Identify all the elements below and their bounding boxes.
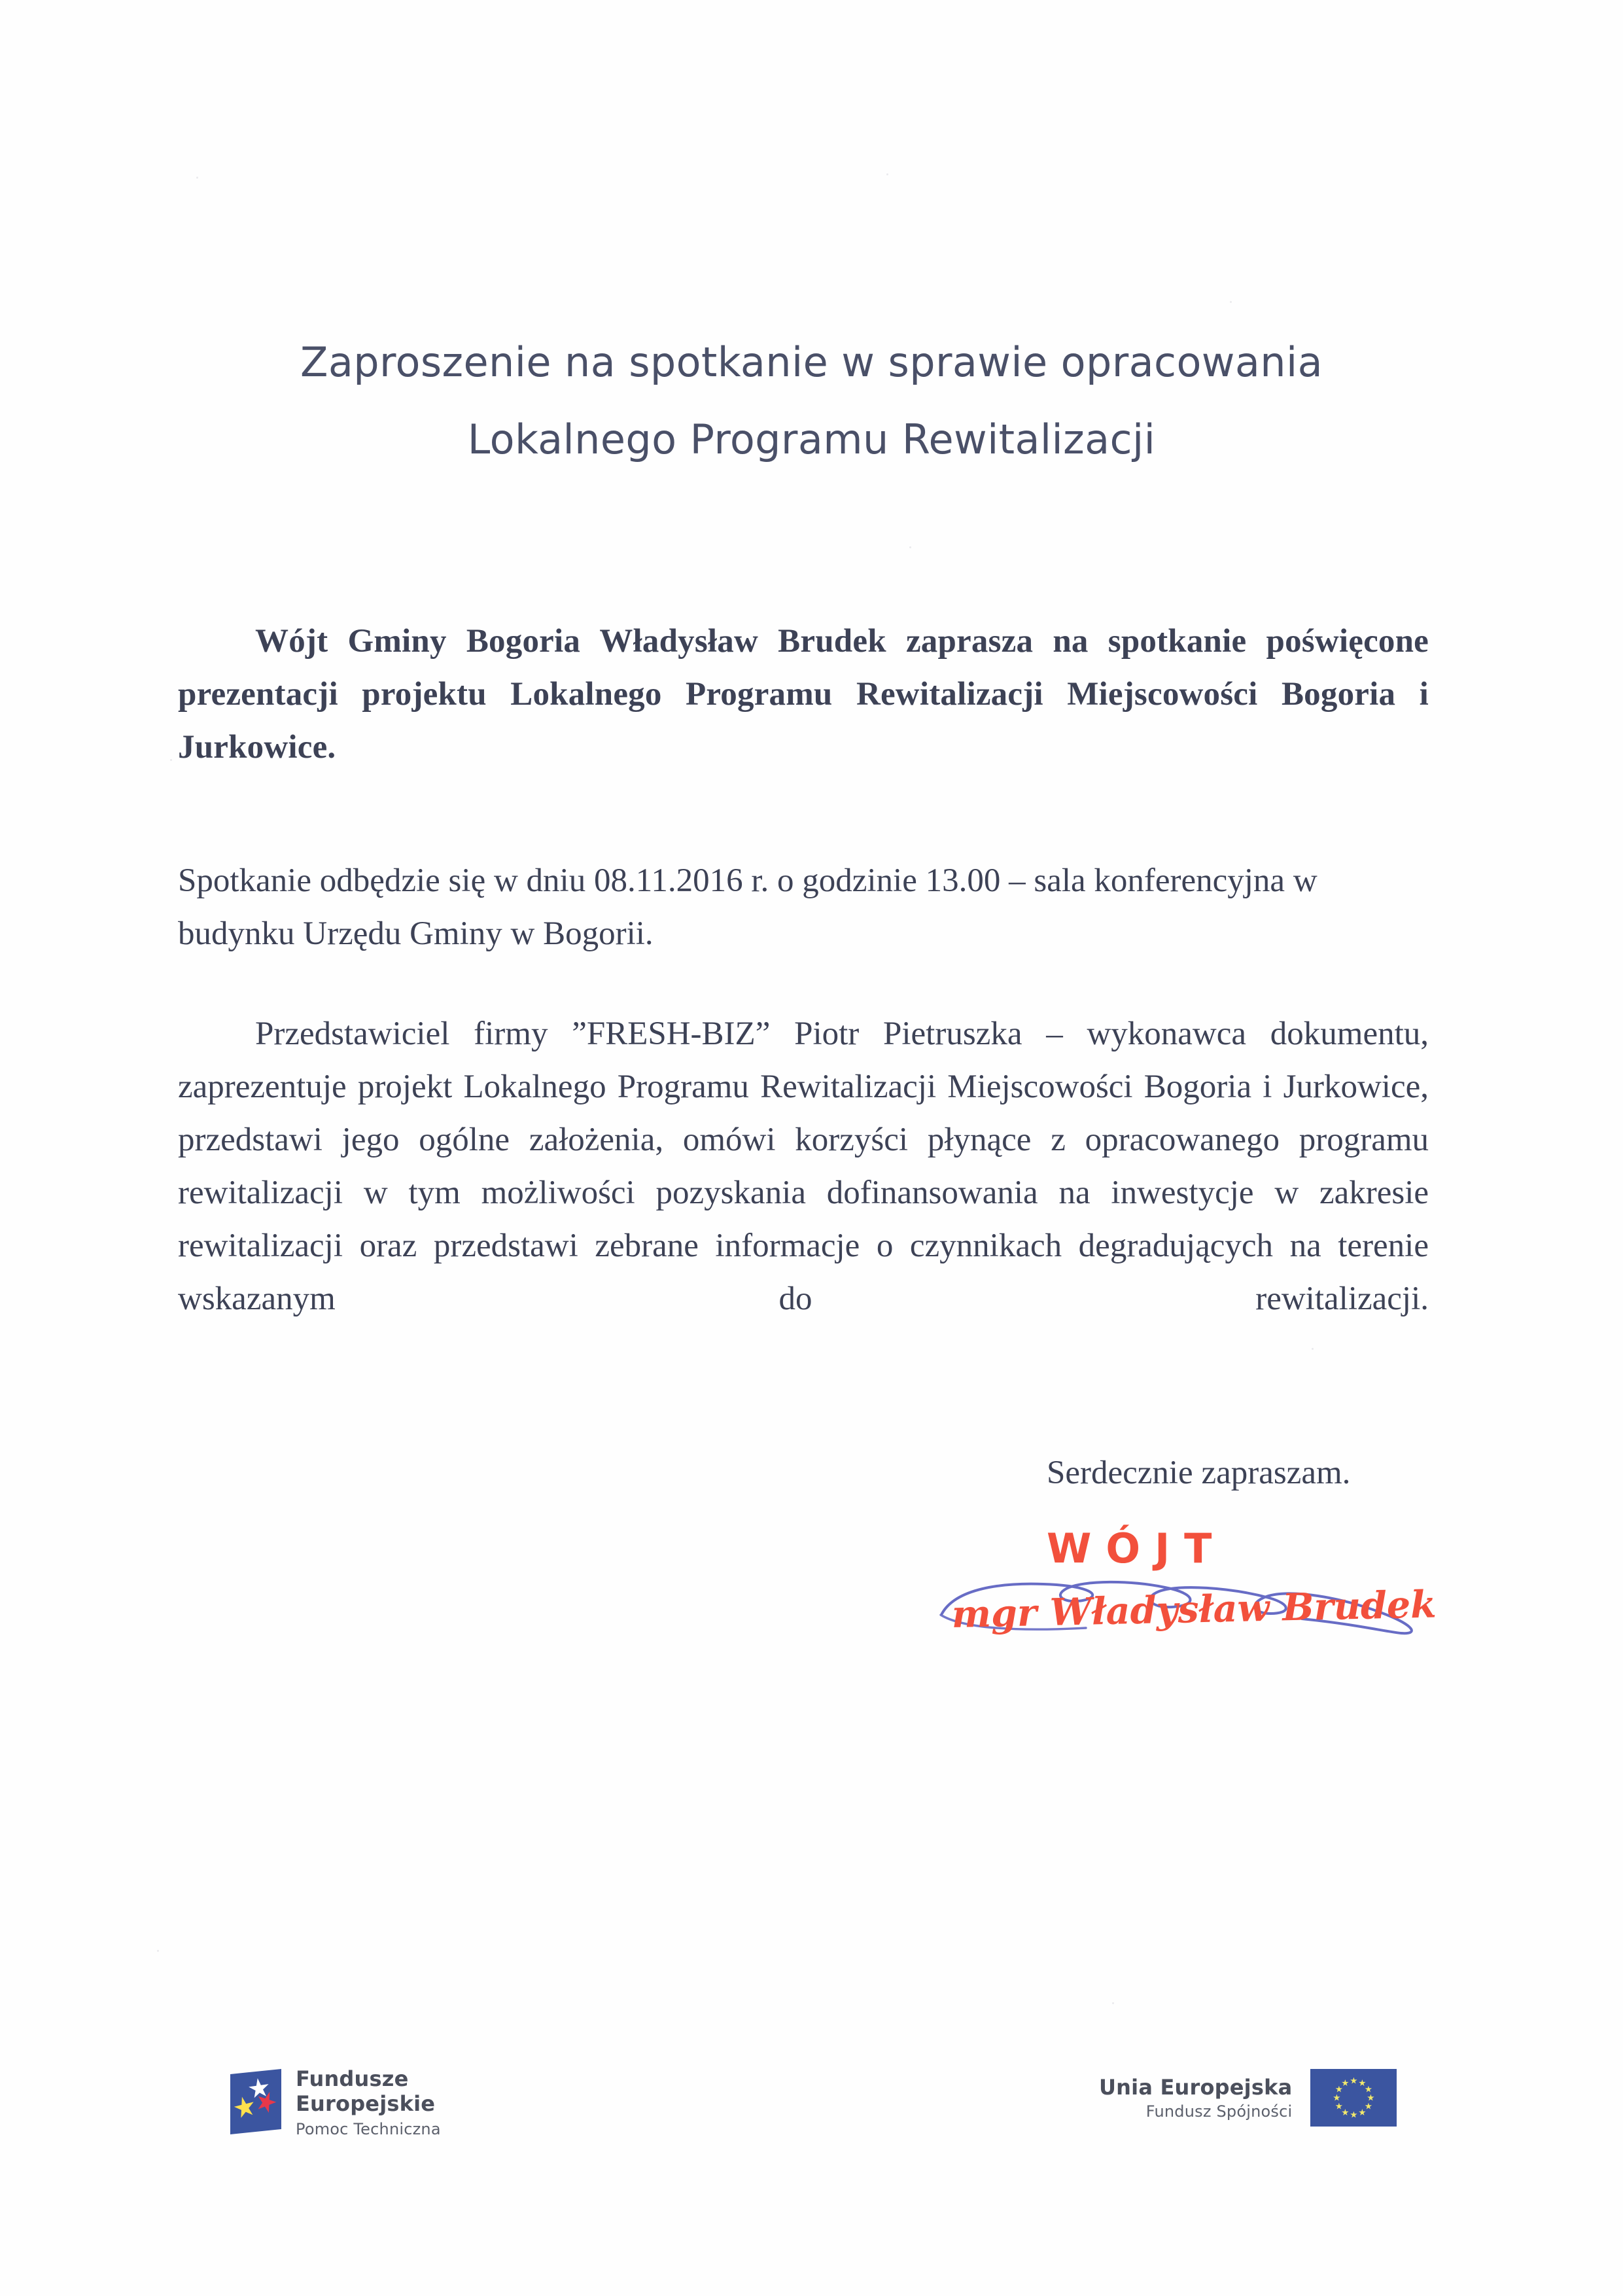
scan-speck <box>909 546 911 548</box>
letter-body <box>178 615 1429 1379</box>
scan-speck <box>196 177 198 179</box>
eu-star-icon <box>1335 2086 1342 2093</box>
fundusze-europejskie-text <box>296 2066 441 2137</box>
eu-flag-icon <box>1310 2069 1397 2127</box>
eu-star-icon <box>1342 2109 1349 2116</box>
scan-speck <box>1230 301 1232 303</box>
eu-star-icon <box>1359 2109 1366 2116</box>
eu-star-icon <box>1350 2077 1357 2085</box>
scan-speck <box>1112 2002 1114 2004</box>
main-paragraph: Przedstawiciel firmy ”FRESH-BIZ” Piotr Pietruszka – wykonawca dokumentu, zaprezentuje projekt Lokalnego Programu Rewitalizacji Miejscowości Bogoria i Jurkowice, przedstawi jego ogólne założenia, omówi korzyści płynące z opracowanego programu rewitalizacji w tym możliwości pozyskania dofinansowania na inwestycje w zakresie rewitalizacji oraz przedstawi zebrane informacje o czynnikach degradujących na terenie wskazanym do rewitalizacji. <box>178 1016 1429 1317</box>
footer-logos <box>0 2055 1623 2199</box>
page-title <box>0 324 1623 478</box>
fe-title-line-2: Europejskie <box>296 2091 436 2116</box>
eu-star-icon <box>1365 2086 1372 2093</box>
eu-star-icon <box>1350 2111 1357 2119</box>
fundusze-europejskie-flag-icon <box>230 2069 281 2134</box>
stamp-office-label: WÓJT <box>1047 1525 1227 1572</box>
scan-speck <box>157 1950 159 1952</box>
eu-star-icon <box>1359 2079 1366 2087</box>
eu-star-icon <box>1333 2094 1340 2102</box>
unia-europejska-logo <box>1099 2069 1397 2127</box>
eu-star-icon <box>1335 2103 1342 2110</box>
eu-star-icon <box>1367 2094 1374 2102</box>
fundusze-europejskie-logo <box>230 2066 441 2137</box>
unia-europejska-subtitle: Fundusz Spójności <box>1145 2102 1293 2121</box>
paragraph-spacer <box>178 827 1429 855</box>
paragraph-spacer <box>178 961 1429 1008</box>
stamp-signatory-name: mgr Władysław Brudek <box>951 1582 1437 1636</box>
intro-paragraph: Wójt Gminy Bogoria Władysław Brudek zaprasza na spotkanie poświęcone prezentacji projektu Lokalnego Programu Rewitalizacji Miejscowości Bogoria i Jurkowice. <box>178 623 1429 766</box>
page-title-line-1: Zaproszenie na spotkanie w sprawie opracowania <box>300 338 1323 386</box>
fe-title-line-1: Fundusze <box>296 2066 409 2091</box>
fundusze-europejskie-subtitle: Pomoc Techniczna <box>296 2120 441 2138</box>
unia-europejska-title: Unia Europejska <box>1099 2074 1293 2100</box>
scan-speck <box>886 173 888 175</box>
meeting-details-paragraph: Spotkanie odbędzie się w dniu 08.11.2016 r. o godzinie 13.00 – sala konferencyjna w budynku Urzędu Gminy w Bogorii. <box>178 862 1318 952</box>
closing-line: Serdecznie zapraszam. <box>1047 1455 1351 1491</box>
official-stamp <box>942 1525 1437 1662</box>
eu-star-icon <box>1365 2103 1372 2110</box>
scan-speck <box>170 759 172 761</box>
fundusze-europejskie-title <box>296 2066 441 2116</box>
eu-star-icon <box>1342 2079 1349 2087</box>
unia-europejska-text <box>1099 2074 1293 2121</box>
page-title-line-2: Lokalnego Programu Rewitalizacji <box>467 415 1156 463</box>
